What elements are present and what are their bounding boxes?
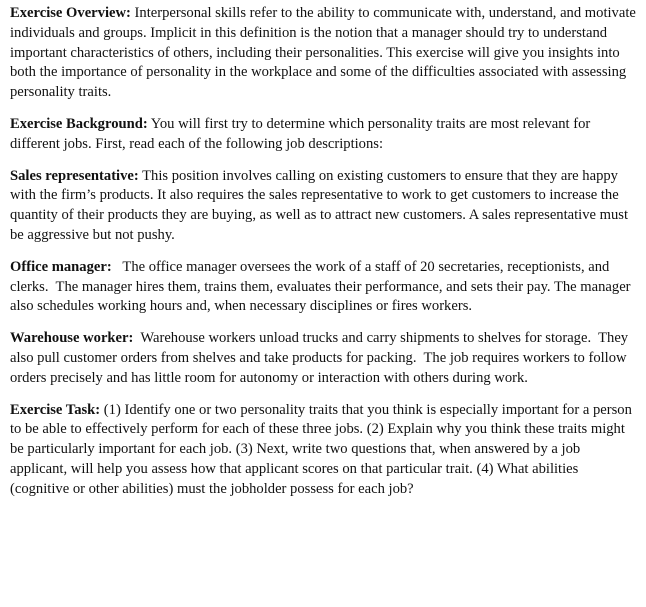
exercise-overview-paragraph: [10, 4, 638, 103]
warehouse-worker-paragraph: [10, 329, 638, 388]
sales-representative-heading: Sales representative:: [10, 167, 139, 184]
exercise-background-paragraph: [10, 115, 638, 155]
exercise-overview-text: Interpersonal skills refer to the ability to communicate with, understand, and motivate individuals and groups. Implicit in this definition is the notion that a manager should try to understand important characteristics of others, including their personalities. This exercise will give you insights into both the importance of personality in the workplace and some of the difficulties associated with assessing personality traits.: [10, 5, 636, 101]
exercise-background-text: You will first try to determine which personality traits are most relevant for different jobs. First, read each of the following job descriptions:: [10, 115, 591, 152]
exercise-task-paragraph: [10, 401, 638, 500]
exercise-task-text: (1) Identify one or two personality traits that you think is especially important for a person to be able to effectively perform for each of these three jobs. (2) Explain why you think these traits might be particularly important for each job. (3) Next, write two questions that, when answered by a job applicant, will help you assess how that applicant scores on that particular trait. (4) What abilities (cognitive or other abilities) must the jobholder possess for each job?: [10, 401, 632, 497]
sales-representative-paragraph: [10, 167, 638, 246]
warehouse-worker-heading: Warehouse worker:: [10, 330, 134, 347]
office-manager-paragraph: [10, 258, 638, 317]
office-manager-text: The office manager oversees the work of a staff of 20 secretaries, receptionists, and clerks. The manager hires them, trains them, evaluates their performance, and sets their pay. The manager also schedules working hours and, when necessary disciplines or fires workers.: [10, 258, 635, 315]
warehouse-worker-text: Warehouse workers unload trucks and carry shipments to shelves for storage. They also pull customer orders from shelves and take products for packing. The job requires workers to follow orders precisely and has little room for autonomy or interaction with others during work.: [10, 330, 632, 386]
exercise-background-heading: Exercise Background:: [10, 115, 148, 132]
sales-representative-text: This position involves calling on existing customers to ensure that they are happy with the firm’s products. It also requires the sales representative to work to get customers to increase the quantity of their products they are buying, as well as to attract new customers. A sales representative must be aggressive but not pushy.: [10, 167, 629, 243]
exercise-overview-heading: Exercise Overview:: [10, 5, 131, 21]
exercise-task-heading: Exercise Task:: [10, 401, 101, 418]
office-manager-heading: Office manager:: [10, 258, 112, 275]
